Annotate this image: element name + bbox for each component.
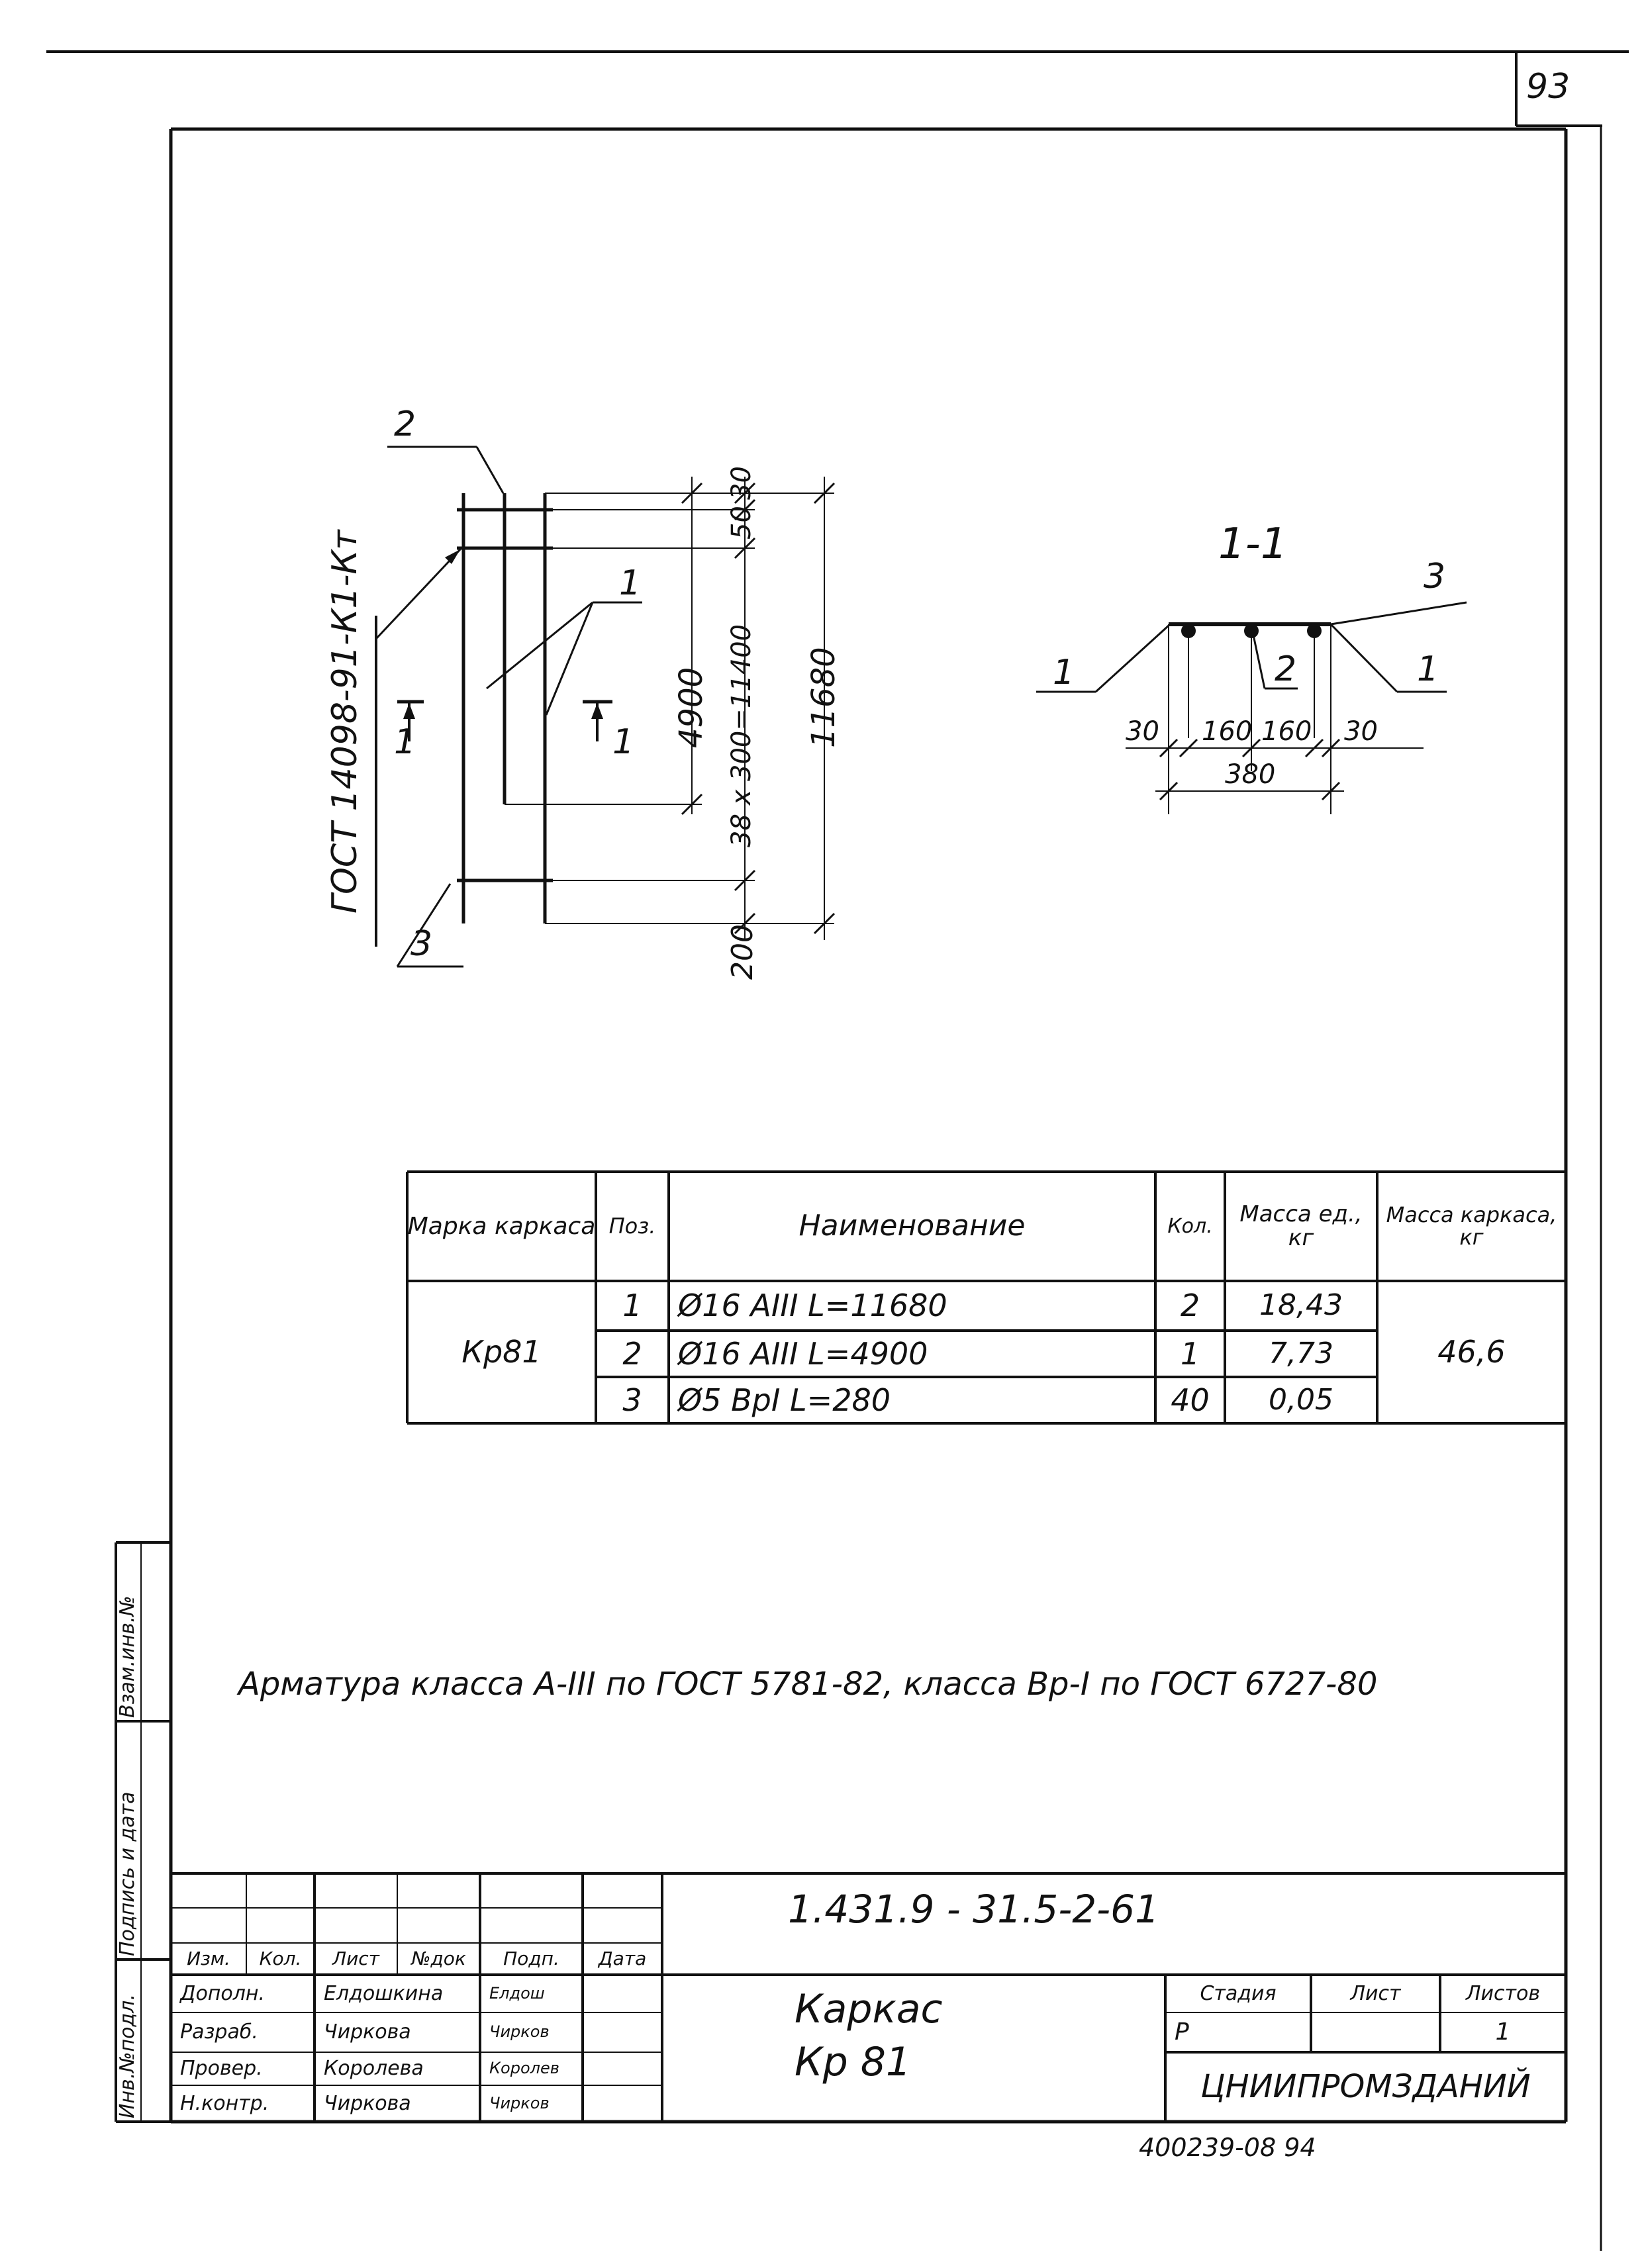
tb-header-list: Лист bbox=[332, 1948, 379, 1970]
tb-name-2: Чиркова bbox=[324, 2020, 411, 2044]
section-callout-1-left: 1 bbox=[1053, 653, 1075, 692]
tb-sign-1: Елдош bbox=[489, 1983, 545, 2003]
tb-role-4: Н.контр. bbox=[180, 2091, 269, 2115]
tb-role-3: Провер. bbox=[180, 2057, 263, 2081]
tb-header-ndok: №док bbox=[411, 1948, 466, 1970]
dim-11680: 11680 bbox=[805, 647, 842, 748]
section-callout-2: 2 bbox=[1275, 649, 1297, 689]
section-callout-3: 3 bbox=[1424, 557, 1446, 596]
row-3-qty: 40 bbox=[1171, 1382, 1210, 1418]
header-mark: Марка каркаса bbox=[407, 1212, 596, 1240]
tb-sign-3: Королев bbox=[489, 2059, 559, 2078]
stage-value: Р bbox=[1175, 2018, 1189, 2046]
row-2-pos: 2 bbox=[622, 1335, 642, 1372]
tb-header-data: Дата bbox=[598, 1948, 647, 1970]
stamp-inv-orig: Инв.№подл. bbox=[116, 1994, 139, 2118]
row-3-mass: 0,05 bbox=[1269, 1382, 1333, 1417]
tb-header-podp: Подп. bbox=[503, 1948, 559, 1970]
header-pos: Поз. bbox=[608, 1213, 656, 1239]
sheet-label: Лист bbox=[1350, 1981, 1401, 2005]
row-2-qty: 1 bbox=[1180, 1335, 1200, 1372]
page-number: 93 bbox=[1526, 67, 1571, 107]
callout-2: 2 bbox=[394, 404, 416, 444]
row-1-qty: 2 bbox=[1180, 1288, 1200, 1324]
total-mass: 46,6 bbox=[1437, 1334, 1506, 1370]
dim-spacing: 38 х 300=11400 bbox=[726, 624, 757, 847]
header-mass-frame: Масса каркаса, кг bbox=[1386, 1202, 1557, 1250]
sheets-label: Листов bbox=[1465, 1981, 1541, 2005]
sheets-value: 1 bbox=[1495, 2018, 1511, 2046]
stage-label: Стадия bbox=[1200, 1981, 1277, 2005]
dim-4900: 4900 bbox=[673, 667, 710, 748]
tb-sign-4: Чирков bbox=[489, 2093, 550, 2112]
tb-name-3: Королева bbox=[324, 2057, 424, 2081]
row-3-name: Ø5 ВрI L=280 bbox=[678, 1382, 891, 1418]
section-dim-c: 160 bbox=[1261, 716, 1312, 747]
row-3-pos: 3 bbox=[622, 1382, 642, 1418]
tb-sign-2: Чирков bbox=[489, 2022, 550, 2042]
dim-30: 30 bbox=[726, 466, 757, 500]
tb-header-izm: Изм. bbox=[187, 1948, 230, 1970]
header-mass-unit: Масса ед., кг bbox=[1239, 1200, 1363, 1251]
section-mark-right: 1 bbox=[612, 722, 635, 762]
reinforcement-note: Арматура класса А-III по ГОСТ 5781-82, класса Вр-I по ГОСТ 6727-80 bbox=[238, 1666, 1378, 1703]
section-callout-1-right: 1 bbox=[1417, 649, 1439, 689]
item-name-2: Кр 81 bbox=[795, 2039, 912, 2085]
dim-200: 200 bbox=[726, 924, 759, 980]
archive-number: 400239-08 94 bbox=[1139, 2133, 1316, 2162]
standard-label: ГОСТ 14098-91-К1-Кт bbox=[325, 530, 365, 914]
row-2-name: Ø16 АIII L=4900 bbox=[678, 1335, 928, 1372]
stamp-sign-date: Подпись и дата bbox=[116, 1791, 139, 1956]
section-dim-total: 380 bbox=[1225, 759, 1276, 790]
row-1-mass: 18,43 bbox=[1259, 1288, 1343, 1323]
tb-role-2: Разраб. bbox=[180, 2020, 258, 2044]
section-dim-d: 30 bbox=[1344, 716, 1378, 747]
mark-value: Кр81 bbox=[461, 1334, 542, 1370]
row-2-mass: 7,73 bbox=[1269, 1336, 1333, 1370]
section-dim-a: 30 bbox=[1126, 716, 1159, 747]
section-mark-left: 1 bbox=[394, 722, 416, 762]
item-name-1: Каркас bbox=[795, 1986, 943, 2032]
doc-code: 1.431.9 - 31.5-2-61 bbox=[788, 1887, 1159, 1932]
dim-50: 50 bbox=[726, 506, 757, 540]
row-1-pos: 1 bbox=[622, 1288, 642, 1324]
section-title: 1-1 bbox=[1218, 520, 1288, 569]
tb-role-1: Дополн. bbox=[180, 1981, 266, 2005]
stamp-inv-replace: Взам.инв.№ bbox=[116, 1595, 139, 1718]
tb-name-4: Чиркова bbox=[324, 2091, 411, 2115]
callout-3: 3 bbox=[411, 924, 433, 964]
section-dim-b: 160 bbox=[1202, 716, 1253, 747]
header-name: Наименование bbox=[798, 1209, 1026, 1243]
tb-name-1: Елдошкина bbox=[324, 1981, 444, 2005]
organization: ЦНИИПРОМЗДАНИЙ bbox=[1200, 2068, 1531, 2106]
header-qty: Кол. bbox=[1167, 1214, 1213, 1238]
row-1-name: Ø16 АIII L=11680 bbox=[678, 1288, 947, 1324]
tb-header-kol: Кол. bbox=[259, 1948, 302, 1970]
callout-1: 1 bbox=[619, 563, 642, 603]
